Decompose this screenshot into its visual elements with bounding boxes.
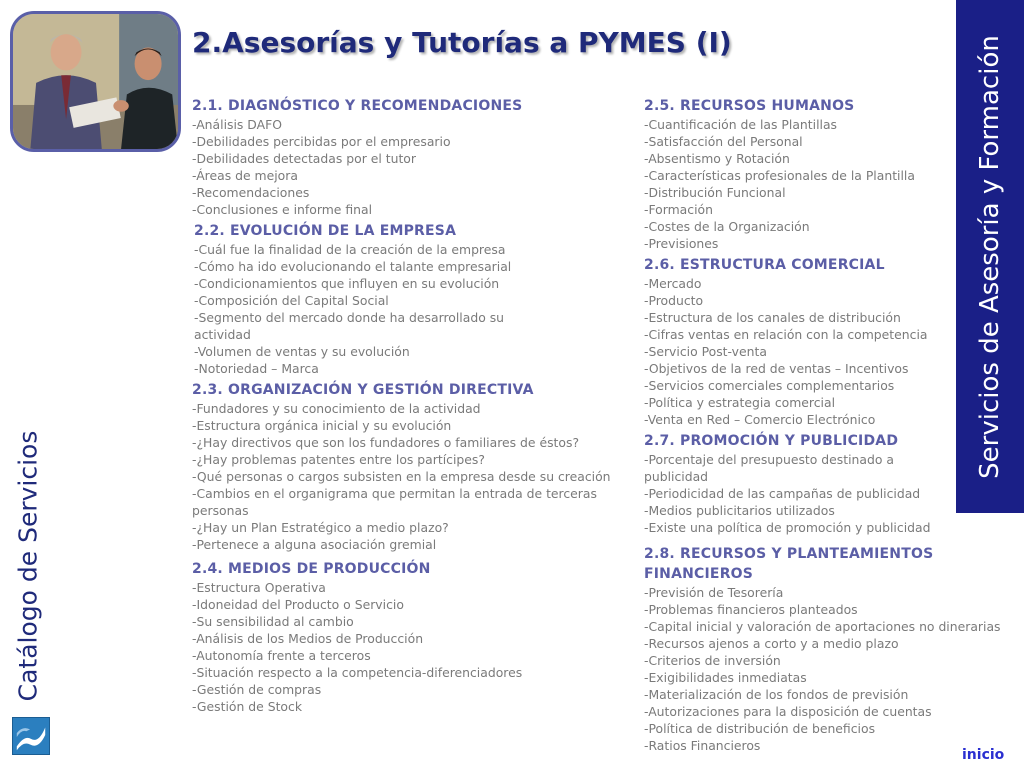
list-item: -Cuál fue la finalidad de la creación de la empresa: [194, 242, 506, 257]
list-item: -Ratios Financieros: [644, 738, 761, 753]
catalog-label: Catálogo de Servicios: [13, 430, 43, 702]
section-heading: 2.3. ORGANIZACIÓN Y GESTIÓN DIRECTIVA: [192, 382, 534, 398]
list-item: -Costes de la Organización: [644, 219, 810, 234]
section-heading: 2.7. PROMOCIÓN Y PUBLICIDAD: [644, 433, 899, 449]
list-item: -Conclusiones e informe final: [192, 202, 373, 217]
section-heading: 2.5. RECURSOS HUMANOS: [644, 98, 855, 114]
list-item: -Previsiones: [644, 236, 719, 251]
list-item: -Situación respecto a la competencia-diferenciadores: [192, 665, 523, 680]
list-item: -Formación: [644, 202, 713, 217]
list-item: -Criterios de inversión: [644, 653, 781, 668]
list-item: -Gestión de compras: [192, 682, 322, 697]
list-item: -Cifras ventas en relación con la competencia: [644, 327, 928, 342]
section-banner: [956, 0, 1024, 513]
list-item: -Materialización de los fondos de previsión: [644, 687, 909, 702]
list-item: -Recomendaciones: [192, 185, 310, 200]
list-item: -¿Hay un Plan Estratégico a medio plazo?: [192, 520, 449, 535]
section-organizacion: [192, 380, 622, 553]
list-item: -Autonomía frente a terceros: [192, 648, 371, 663]
list-item: -Periodicidad de las campañas de publicidad: [644, 486, 921, 501]
list-item: -Áreas de mejora: [192, 168, 298, 183]
list-item: -Distribución Funcional: [644, 185, 786, 200]
section-diagnostico: [192, 96, 622, 218]
business-meeting-photo: [10, 11, 181, 152]
list-item: -Qué personas o cargos subsisten en la empresa desde su creación: [192, 469, 611, 484]
list-item: -Producto: [644, 293, 704, 308]
list-item: -Debilidades detectadas por el tutor: [192, 151, 416, 166]
list-item: -Debilidades percibidas por el empresario: [192, 134, 451, 149]
company-logo-icon: [12, 717, 50, 755]
list-item: -Cuantificación de las Plantillas: [644, 117, 838, 132]
section-banner-label: Servicios de Asesoría y Formación: [975, 34, 1005, 479]
list-item: -Composición del Capital Social: [194, 293, 389, 308]
list-item: -Cómo ha ido evolucionando el talante empresarial: [194, 259, 512, 274]
list-item: -Exigibilidades inmediatas: [644, 670, 807, 685]
list-item: -Recursos ajenos a corto y a medio plazo: [644, 636, 899, 651]
list-item: -Condicionamientos que influyen en su evolución: [194, 276, 500, 291]
list-item: -¿Hay directivos que son los fundadores o familiares de éstos?: [192, 435, 580, 450]
list-item: -Política y estrategia comercial: [644, 395, 836, 410]
list-item: -Su sensibilidad al cambio: [192, 614, 354, 629]
list-item: -Mercado: [644, 276, 702, 291]
list-item: -Existe una política de promoción y publicidad: [644, 520, 931, 535]
list-item: -Medios publicitarios utilizados: [644, 503, 835, 518]
list-item: -Estructura orgánica inicial y su evolución: [192, 418, 452, 433]
list-item: -Autorizaciones para la disposición de cuentas: [644, 704, 932, 719]
list-item: -Porcentaje del presupuesto destinado a publicidad: [644, 452, 894, 484]
left-column: [192, 96, 622, 718]
list-item: -Estructura de los canales de distribución: [644, 310, 901, 325]
list-item: -Análisis de los Medios de Producción: [192, 631, 424, 646]
inicio-link[interactable]: inicio: [962, 747, 1005, 763]
section-recursos-financieros: [644, 544, 1019, 754]
section-promocion-publicidad: [644, 431, 944, 536]
list-item: -Venta en Red – Comercio Electrónico: [644, 412, 876, 427]
list-item: -Política de distribución de beneficios: [644, 721, 876, 736]
list-item: -Capital inicial y valoración de aportaciones no dinerarias: [644, 619, 1001, 634]
list-item: -Gestión de Stock: [192, 699, 302, 714]
section-heading: 2.8. RECURSOS Y PLANTEAMIENTOS FINANCIEROS: [644, 546, 934, 582]
list-item: -¿Hay problemas patentes entre los partícipes?: [192, 452, 485, 467]
list-item: -Volumen de ventas y su evolución: [194, 344, 410, 359]
list-item: -Análisis DAFO: [192, 117, 282, 132]
list-item: -Problemas financieros planteados: [644, 602, 858, 617]
section-evolucion: [192, 221, 524, 377]
section-medios-produccion: [192, 559, 622, 715]
list-item: -Servicios comerciales complementarios: [644, 378, 895, 393]
section-heading: 2.6. ESTRUCTURA COMERCIAL: [644, 257, 885, 273]
list-item: -Pertenece a alguna asociación gremial: [192, 537, 437, 552]
section-heading: 2.4. MEDIOS DE PRODUCCIÓN: [192, 561, 431, 577]
section-heading: 2.1. DIAGNÓSTICO Y RECOMENDACIONES: [192, 98, 523, 114]
list-item: -Servicio Post-venta: [644, 344, 767, 359]
list-item: -Previsión de Tesorería: [644, 585, 784, 600]
list-item: -Características profesionales de la Plantilla: [644, 168, 915, 183]
list-item: -Satisfacción del Personal: [644, 134, 803, 149]
list-item: -Idoneidad del Producto o Servicio: [192, 597, 404, 612]
section-heading: 2.2. EVOLUCIÓN DE LA EMPRESA: [194, 223, 457, 239]
list-item: -Cambios en el organigrama que permitan la entrada de terceras personas: [192, 486, 597, 518]
list-item: -Notoriedad – Marca: [194, 361, 319, 376]
list-item: -Objetivos de la red de ventas – Incentivos: [644, 361, 909, 376]
list-item: -Absentismo y Rotación: [644, 151, 790, 166]
page-title: 2.Asesorías y Tutorías a PYMES (I): [192, 26, 732, 59]
list-item: -Estructura Operativa: [192, 580, 326, 595]
list-item: -Segmento del mercado donde ha desarrollado su actividad: [194, 310, 505, 342]
list-item: -Fundadores y su conocimiento de la actividad: [192, 401, 481, 416]
